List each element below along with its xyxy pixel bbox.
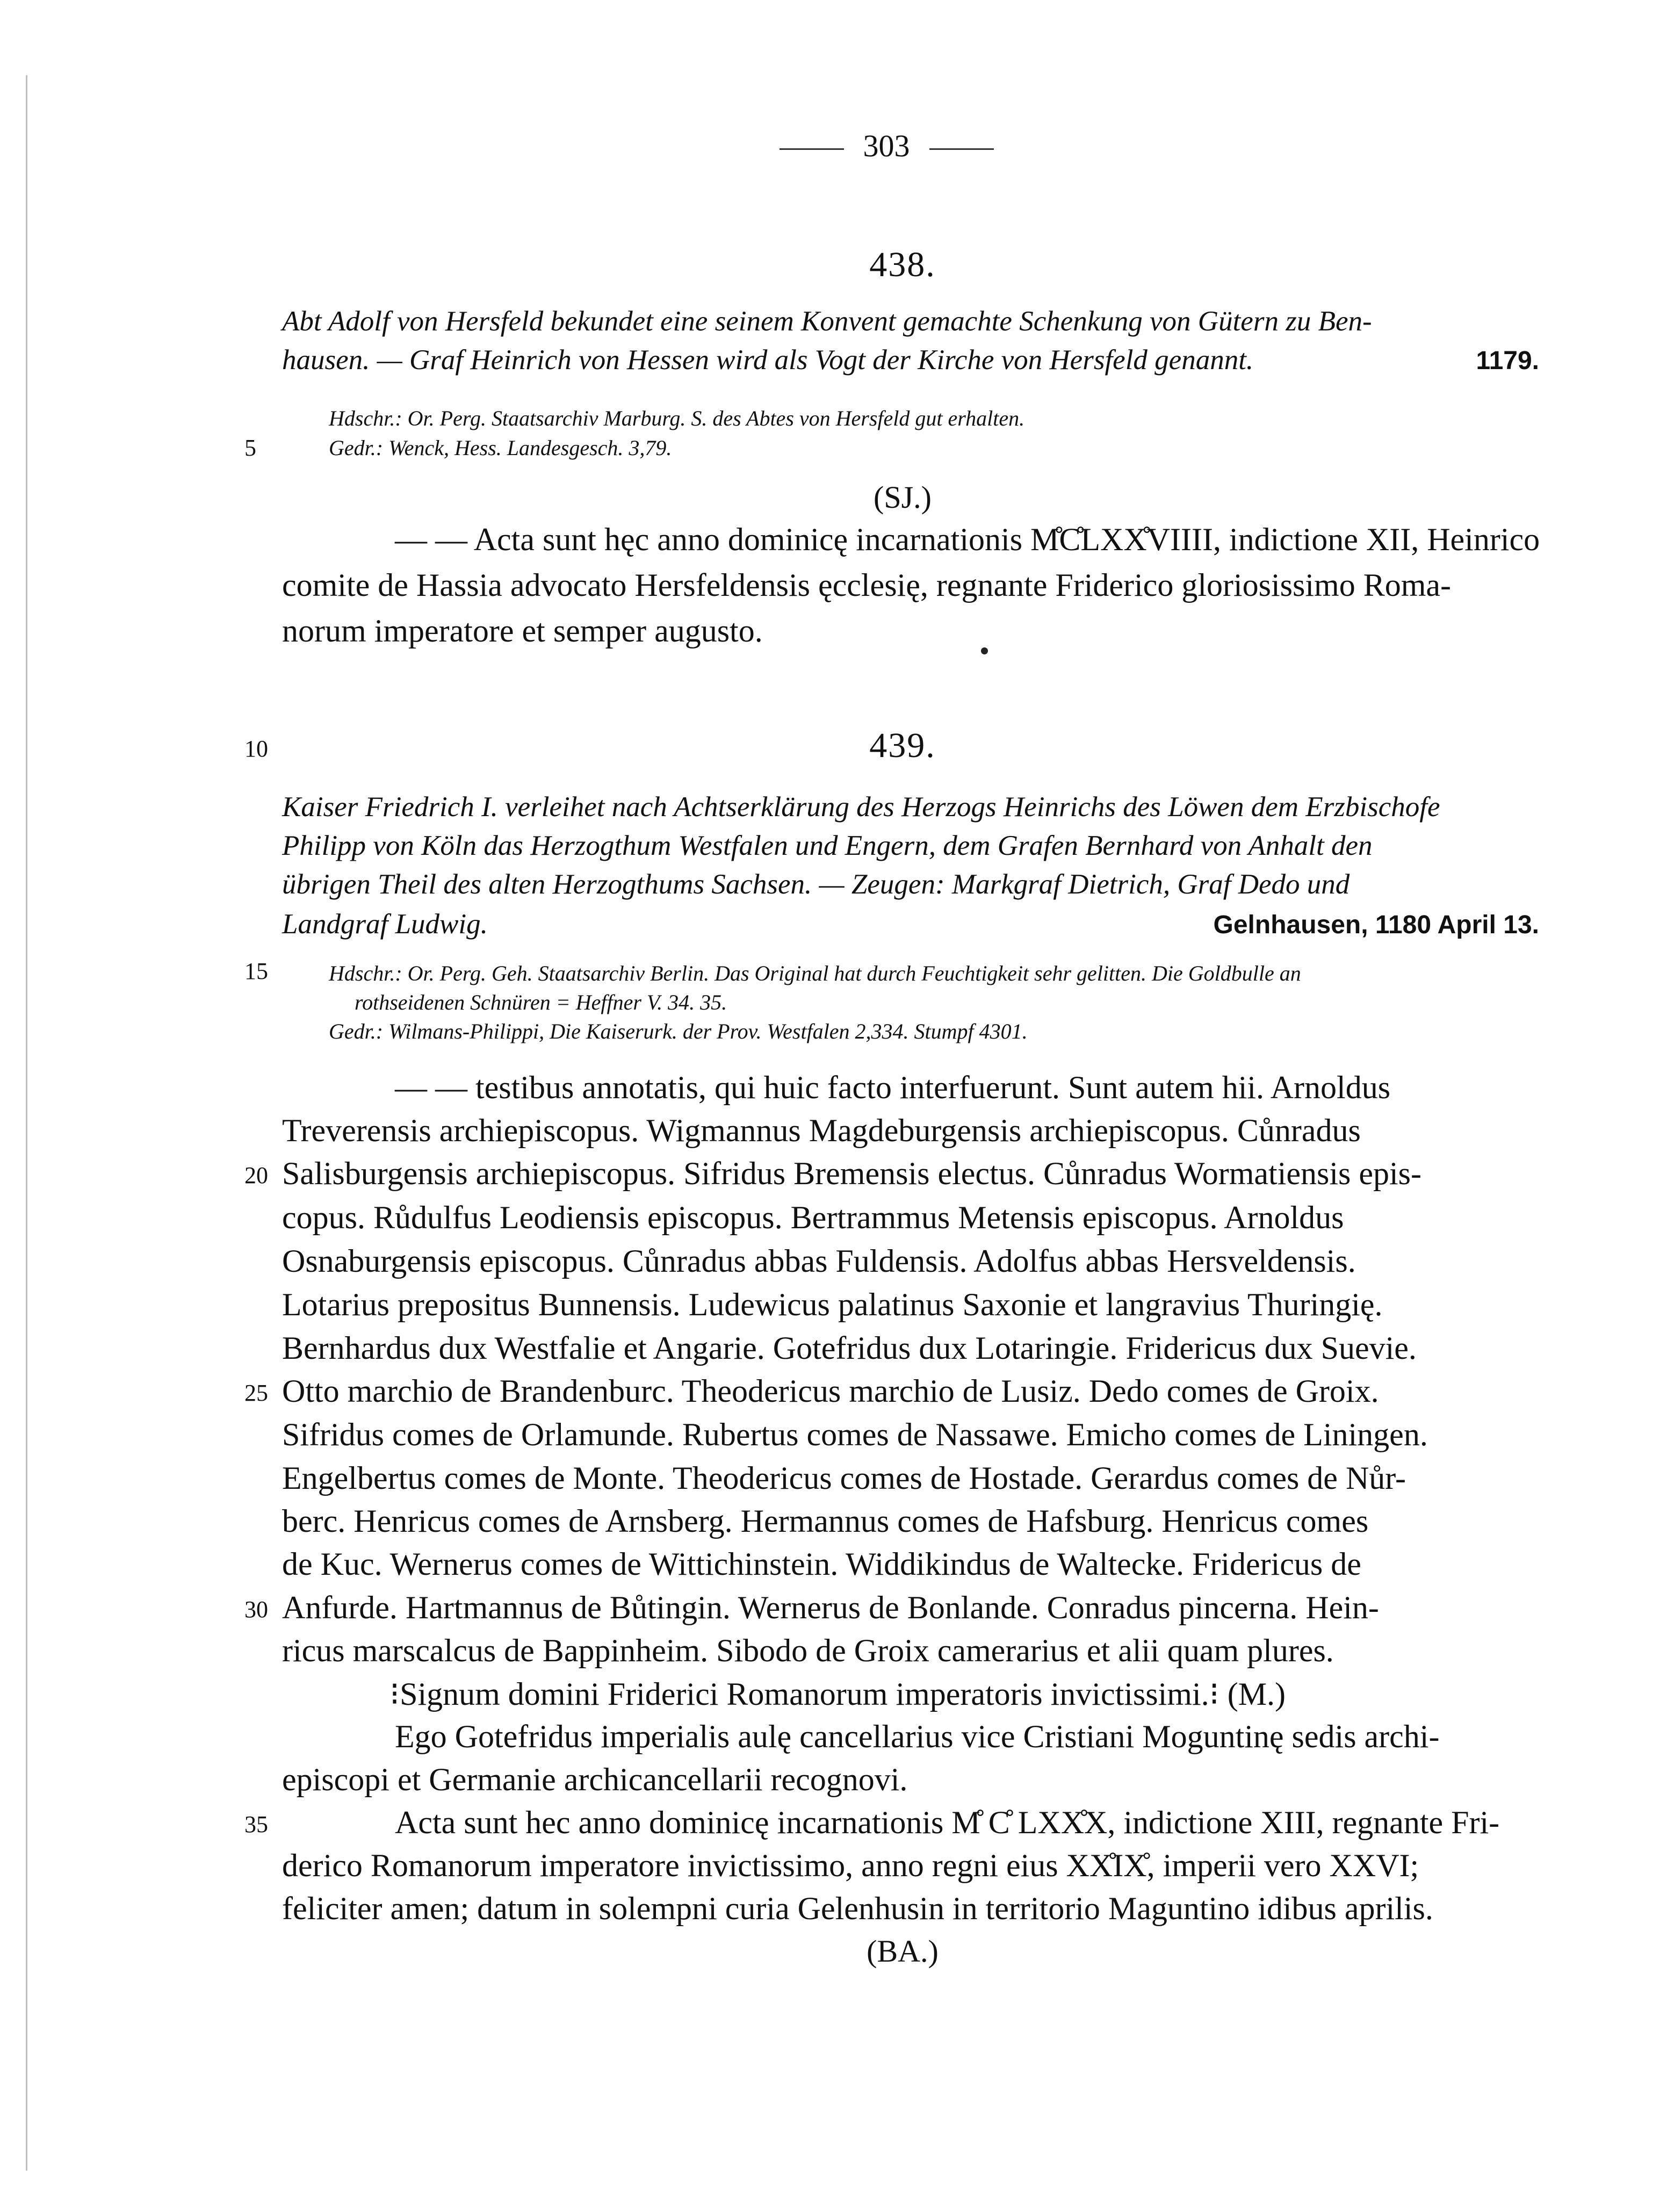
doc-439-text-line-13: Anfurde. Hartmannus de Bůtingin. Wernerus de Bonlande. Conradus pincerna. Hein- <box>282 1590 1379 1625</box>
doc-438-note-2: Gedr.: Wenck, Hess. Landesgesch. 3,79. <box>329 436 672 460</box>
doc-439-text-line-3: Salisburgensis archiepiscopus. Sifridus Bremensis electus. Cůnradus Wormatiensis epis- <box>282 1156 1422 1191</box>
line-number-5: 5 <box>244 435 256 461</box>
line-number-35: 35 <box>244 1811 268 1838</box>
doc-438-text-line-3: norum imperatore et semper augusto. <box>282 613 763 649</box>
doc-439-text-line-17: episcopi et Germanie archicancellarii recognovi. <box>282 1762 908 1797</box>
line-number-15: 15 <box>244 958 268 984</box>
doc-438-note-1: Hdschr.: Or. Perg. Staatsarchiv Marburg. S. des Abtes von Hersfeld gut erhalten. <box>329 406 1025 430</box>
doc-439-text-line-5: Osnaburgensis episcopus. Cůnradus abbas Fuldensis. Adolfus abbas Hersveldensis. <box>282 1243 1356 1279</box>
doc-439-sign: (BA.) <box>867 1934 939 1969</box>
doc-439-text-line-2: Treverensis archiepiscopus. Wigmannus Magdeburgensis archiepiscopus. Cůnradus <box>282 1113 1361 1148</box>
doc-439-text-line-11: berc. Henricus comes de Arnsberg. Hermannus comes de Hafsburg. Henricus comes <box>282 1503 1369 1539</box>
doc-439-text-line-8: Otto marchio de Brandenburc. Theodericus marchio de Lusiz. Dedo comes de Groix. <box>282 1373 1379 1409</box>
doc-439-signum-line: ⁝Signum domini Friderici Romanorum imperatoris invictissimi.⁝ (M.) <box>389 1676 1286 1712</box>
doc-439-text-line-12: de Kuc. Wernerus comes de Wittichinstein. Widdikindus de Waltecke. Fridericus de <box>282 1546 1361 1582</box>
page-number: 303 <box>752 128 1021 164</box>
doc-439-text-line-1: — — testibus annotatis, qui huic facto interfuerunt. Sunt autem hii. Arnoldus <box>395 1070 1391 1105</box>
doc-439-text-line-20: feliciter amen; datum in solempni curia Gelenhusin in territorio Maguntino idibus aprilis. <box>282 1891 1433 1926</box>
doc-439-text-line-18: Acta sunt hec anno dominicę incarnationis M̊ C̊ LXX̊X, indictione XIII, regnante Fri- <box>395 1805 1500 1840</box>
doc-438-date: 1179. <box>1476 347 1539 375</box>
doc-439-note-3: Gedr.: Wilmans-Philippi, Die Kaiserurk. der Prov. Westfalen 2,334. Stumpf 4301. <box>329 1019 1028 1043</box>
doc-438-text-line-2: comite de Hassia advocato Hersfeldensis ęcclesię, regnante Friderico gloriosissimo Roma- <box>282 567 1451 603</box>
doc-439-text-line-9: Sifridus comes de Orlamunde. Rubertus comes de Nassawe. Emicho comes de Liningen. <box>282 1417 1428 1452</box>
line-number-10: 10 <box>244 736 268 762</box>
doc-439-text-line-10: Engelbertus comes de Monte. Theodericus comes de Hostade. Gerardus comes de Nůr- <box>282 1460 1406 1496</box>
doc-439-note-1: Hdschr.: Or. Perg. Geh. Staatsarchiv Berlin. Das Original hat durch Feuchtigkeit sehr gelitten. Die Goldbulle an <box>329 961 1301 985</box>
doc-439-regest-line-3: übrigen Theil des alten Herzogthums Sachsen. — Zeugen: Markgraf Dietrich, Graf Dedo und <box>282 869 1350 900</box>
doc-438-regest-line-2: hausen. — Graf Heinrich von Hessen wird als Vogt der Kirche von Hersfeld genannt. 1179. <box>282 344 1539 376</box>
doc-439-text-line-7: Bernhardus dux Westfalie et Angarie. Gotefridus dux Lotaringie. Fridericus dux Suevie. <box>282 1330 1417 1366</box>
doc-439-regest-line-2: Philipp von Köln das Herzogthum Westfalen und Engern, dem Grafen Bernhard von Anhalt den <box>282 830 1373 861</box>
doc-438-regest-line-1: Abt Adolf von Hersfeld bekundet eine seinem Konvent gemachte Schenkung von Gütern zu Ben- <box>282 306 1372 337</box>
doc-439-regest-line-4: Landgraf Ludwig. Gelnhausen, 1180 April 13. <box>282 909 1539 940</box>
doc-439-regest-line-1: Kaiser Friedrich I. verleihet nach Achtserklärung des Herzogs Heinrichs des Löwen dem Erzbischofe <box>282 791 1440 823</box>
doc-439-text-line-19: derico Romanorum imperatore invictissimo, anno regni eius XX̊IX̊, imperii vero XXVI; <box>282 1848 1419 1883</box>
doc-438-number: 438. <box>869 245 936 284</box>
doc-439-text-line-14: ricus marscalcus de Bappinheim. Sibodo de Groix camerarius et alii quam plures. <box>282 1633 1334 1668</box>
doc-438-text-line-1: — — Acta sunt hęc anno dominicę incarnationis M̊C̊LXX̊VIIII, indictione XII, Heinrico <box>395 522 1540 557</box>
doc-439-date: Gelnhausen, 1180 April 13. <box>1213 911 1539 939</box>
line-number-25: 25 <box>244 1380 268 1406</box>
doc-439-text-line-16: Ego Gotefridus imperialis aulę cancellarius vice Cristiani Moguntinę sedis archi- <box>395 1719 1440 1754</box>
scan-edge-line <box>26 75 27 2171</box>
doc-438-sign: (SJ.) <box>874 480 932 515</box>
stray-dot <box>981 647 988 654</box>
line-number-30: 30 <box>244 1596 268 1623</box>
line-number-20: 20 <box>244 1162 268 1188</box>
doc-439-text-line-6: Lotarius prepositus Bunnensis. Ludewicus palatinus Saxonie et langravius Thuringię. <box>282 1287 1383 1322</box>
doc-439-note-2: rothseidenen Schnüren = Heffner V. 34. 35. <box>355 990 727 1014</box>
doc-439-text-line-4: copus. Růdulfus Leodiensis episcopus. Bertrammus Metensis episcopus. Arnoldus <box>282 1200 1344 1235</box>
doc-439-number: 439. <box>869 726 936 765</box>
